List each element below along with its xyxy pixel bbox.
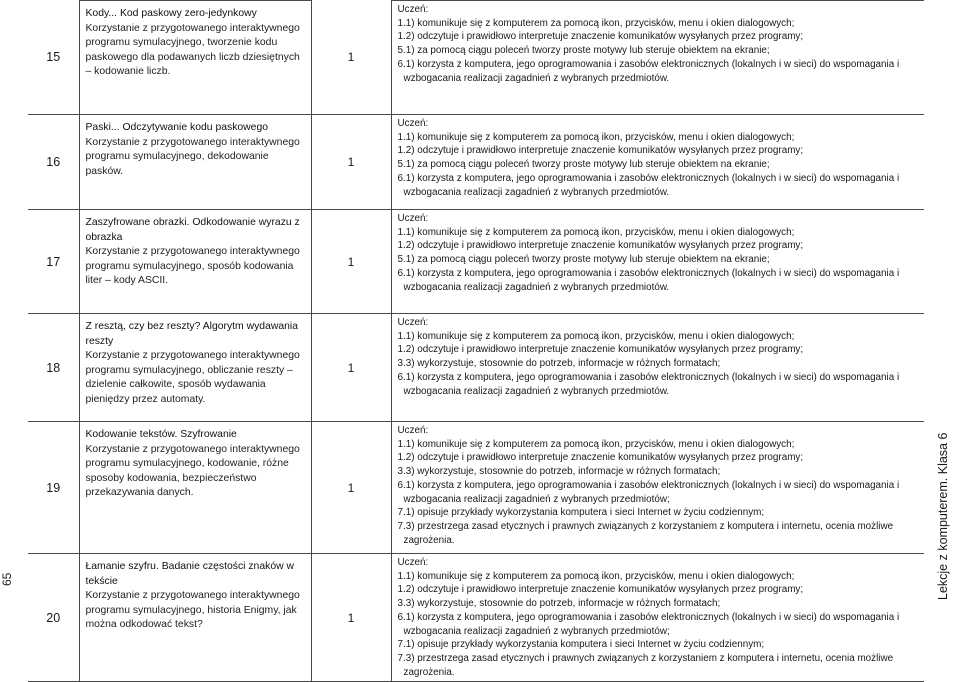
lesson-topic-cell (79, 1, 311, 115)
lesson-topic-cell (79, 115, 311, 210)
goals-heading: Uczeń: (397, 213, 429, 224)
table-row (28, 422, 924, 554)
goals-heading: Uczeń: (397, 425, 429, 436)
lesson-number: 19 (28, 422, 79, 554)
lesson-topic-cell (79, 422, 311, 554)
lesson-number: 20 (28, 554, 79, 682)
goals-heading: Uczeń: (397, 317, 429, 328)
lesson-hours: 1 (311, 1, 391, 115)
goal-item: 1.2) odczytuje i prawidłowo interpretuje znaczenie komunikatów wysyłanych przez programy; (397, 31, 804, 43)
goal-item: 7.3) przestrzega zasad etycznych i prawnych związanych z korzystaniem z komputera i internetu, ocenia możliwe zagrożenia. (397, 652, 894, 678)
lesson-plan-table (28, 0, 924, 682)
lesson-title: Łamanie szyfru. Badanie częstości znaków w tekście (85, 561, 294, 587)
lesson-number: 18 (28, 314, 79, 422)
lesson-description: Korzystanie z przygotowanego interaktywnego programu symulacyjnego, historia Enigmy, jak można odkodować tekst? (85, 590, 300, 631)
goal-item: 1.1) komunikuje się z komputerem za pomocą ikon, przycisków, menu i okien dialogowych; (397, 330, 795, 342)
lesson-title: Paski... Odczytywanie kodu paskowego (85, 122, 269, 133)
lesson-hours: 1 (311, 554, 391, 682)
lesson-hours: 1 (311, 314, 391, 422)
lesson-goals-cell (391, 314, 924, 422)
goal-item: 6.1) korzysta z komputera, jego oprogramowania i zasobów elektronicznych (lokalnych i w sieci) do wspomagania i wzbogacania realizacji zagadnień z wybranych przedmiotów. (397, 172, 900, 198)
goal-item: 6.1) korzysta z komputera, jego oprogramowania i zasobów elektronicznych (lokalnych i w sieci) do wspomagania i wzbogacania realizacji zagadnień z wybranych przedmiotów. (397, 58, 900, 84)
lesson-hours: 1 (311, 210, 391, 314)
table-row (28, 210, 924, 314)
page-number: 65 (0, 572, 14, 586)
lesson-number: 15 (28, 1, 79, 115)
goal-item: 6.1) korzysta z komputera, jego oprogramowania i zasobów elektronicznych (lokalnych i w sieci) do wspomagania i wzbogacania realizacji zagadnień z wybranych przedmiotów. (397, 267, 900, 293)
lesson-hours: 1 (311, 422, 391, 554)
lesson-goals-cell (391, 422, 924, 554)
lesson-hours: 1 (311, 115, 391, 210)
goal-item: 6.1) korzysta z komputera, jego oprogramowania i zasobów elektronicznych (lokalnych i w sieci) do wspomagania i wzbogacania realizacji zagadnień z wybranych przedmiotów; (397, 611, 900, 637)
lesson-title: Kody... Kod paskowy zero-jedynkowy (85, 8, 257, 19)
goal-item: 3.3) wykorzystuje, stosownie do potrzeb, informacje w różnych formatach; (397, 466, 721, 478)
lesson-number: 16 (28, 115, 79, 210)
lesson-description: Korzystanie z przygotowanego interaktywnego programu symulacyjnego, sposób kodowania liter – kody ASCII. (85, 246, 300, 287)
table-row (28, 115, 924, 210)
goals-heading: Uczeń: (397, 557, 429, 568)
goal-item: 3.3) wykorzystuje, stosownie do potrzeb, informacje w różnych formatach; (397, 358, 721, 370)
lesson-goals-cell (391, 554, 924, 682)
lesson-topic-cell (79, 210, 311, 314)
goal-item: 3.3) wykorzystuje, stosownie do potrzeb, informacje w różnych formatach; (397, 598, 721, 610)
goal-item: 5.1) za pomocą ciągu poleceń tworzy proste motywy lub steruje obiektem na ekranie; (397, 45, 770, 57)
lesson-title: Zaszyfrowane obrazki. Odkodowanie wyrazu z obrazka (85, 217, 300, 243)
goal-item: 1.1) komunikuje się z komputerem za pomocą ikon, przycisków, menu i okien dialogowych; (397, 131, 795, 143)
goal-item: 1.2) odczytuje i prawidłowo interpretuje znaczenie komunikatów wysyłanych przez programy; (397, 584, 804, 596)
goal-item: 1.1) komunikuje się z komputerem za pomocą ikon, przycisków, menu i okien dialogowych; (397, 226, 795, 238)
lesson-title: Z resztą, czy bez reszty? Algorytm wydawania reszty (85, 321, 299, 347)
goal-item: 1.2) odczytuje i prawidłowo interpretuje znaczenie komunikatów wysyłanych przez programy; (397, 452, 804, 464)
goal-item: 1.1) komunikuje się z komputerem za pomocą ikon, przycisków, menu i okien dialogowych; (397, 17, 795, 29)
goal-item: 6.1) korzysta z komputera, jego oprogramowania i zasobów elektronicznych (lokalnych i w sieci) do wspomagania i wzbogacania realizacji zagadnień z wybranych przedmiotów. (397, 371, 900, 397)
goals-heading: Uczeń: (397, 118, 429, 129)
goal-item: 1.2) odczytuje i prawidłowo interpretuje znaczenie komunikatów wysyłanych przez programy; (397, 344, 804, 356)
lesson-description: Korzystanie z przygotowanego interaktywnego programu symulacyjnego, dekodowanie pasków. (85, 136, 300, 177)
lesson-goals-cell (391, 210, 924, 314)
running-side-title: Lekcje z komputerem. Klasa 6 (936, 432, 950, 600)
goal-item: 6.1) korzysta z komputera, jego oprogramowania i zasobów elektronicznych (lokalnych i w sieci) do wspomagania i wzbogacania realizacji zagadnień z wybranych przedmiotów; (397, 479, 900, 505)
lesson-title: Kodowanie tekstów. Szyfrowanie (85, 429, 237, 440)
goal-item: 5.1) za pomocą ciągu poleceń tworzy proste motywy lub steruje obiektem na ekranie; (397, 159, 770, 171)
lesson-goals-cell (391, 1, 924, 115)
table-row (28, 1, 924, 115)
goal-item: 7.3) przestrzega zasad etycznych i prawnych związanych z korzystaniem z komputera i internetu, ocenia możliwe zagrożenia. (397, 520, 894, 546)
lesson-goals-cell (391, 115, 924, 210)
goal-item: 1.2) odczytuje i prawidłowo interpretuje znaczenie komunikatów wysyłanych przez programy; (397, 145, 804, 157)
goal-item: 5.1) za pomocą ciągu poleceń tworzy proste motywy lub steruje obiektem na ekranie; (397, 254, 770, 266)
goal-item: 1.2) odczytuje i prawidłowo interpretuje znaczenie komunikatów wysyłanych przez programy; (397, 240, 804, 252)
goals-heading: Uczeń: (397, 4, 429, 15)
goal-item: 1.1) komunikuje się z komputerem za pomocą ikon, przycisków, menu i okien dialogowych; (397, 438, 795, 450)
table-row (28, 554, 924, 682)
lesson-topic-cell (79, 314, 311, 422)
table-row (28, 314, 924, 422)
lesson-topic-cell (79, 554, 311, 682)
lesson-number: 17 (28, 210, 79, 314)
lesson-description: Korzystanie z przygotowanego interaktywnego programu symulacyjnego, tworzenie kodu paskowego dla podawanych liczb dziesiętnych – kodowanie liczb. (85, 22, 300, 78)
goal-item: 1.1) komunikuje się z komputerem za pomocą ikon, przycisków, menu i okien dialogowych; (397, 570, 795, 582)
goal-item: 7.1) opisuje przykłady wykorzystania komputera i sieci Internet w życiu codziennym; (397, 507, 765, 519)
goal-item: 7.1) opisuje przykłady wykorzystania komputera i sieci Internet w życiu codziennym; (397, 639, 765, 651)
lesson-description: Korzystanie z przygotowanego interaktywnego programu symulacyjnego, obliczanie reszty – dzielenie całkowite, sposób wydawania pieniędzy przez automaty. (85, 350, 300, 405)
lesson-description: Korzystanie z przygotowanego interaktywnego programu symulacyjnego, kodowanie, różne sposoby kodowania, bezpieczeństwo przekazywania danych. (85, 443, 300, 499)
